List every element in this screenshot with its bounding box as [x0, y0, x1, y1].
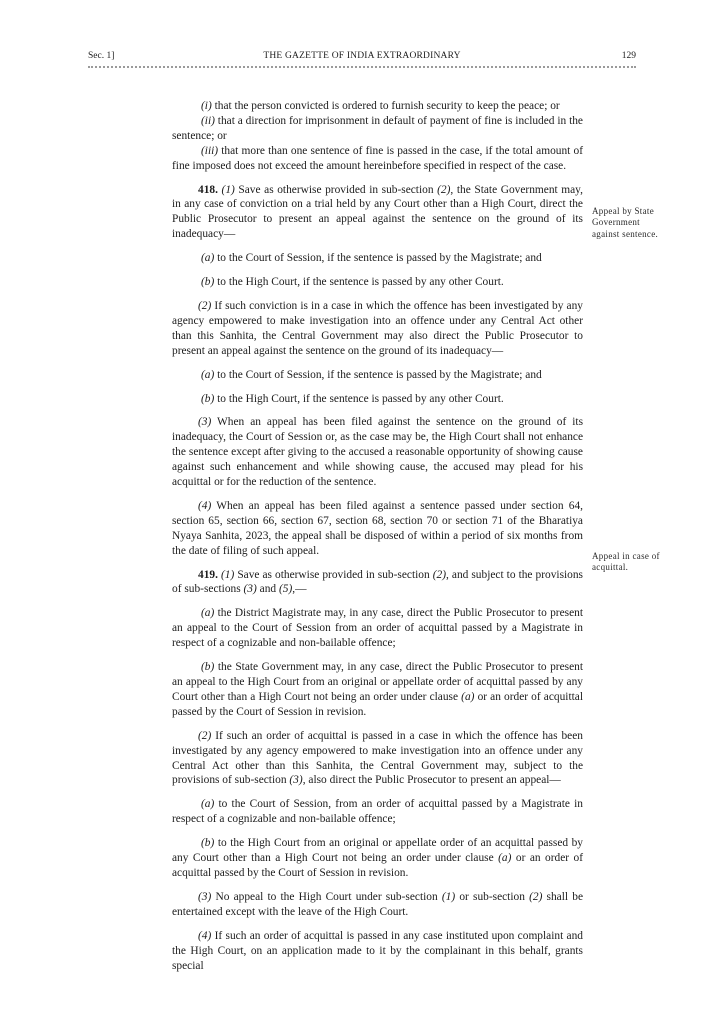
section-419-2-a: (a) to the Court of Session, from an order of acquittal passed by a Magistrate in respect of a cognizable and non-bailable offence;: [172, 798, 583, 826]
section-419-1: 419. (1) Save as otherwise provided in sub-section (2), and subject to the provisions of sub-sections (3) and (5),—: [172, 568, 583, 596]
section-418-2-a: (a) to the Court of Session, if the sentence is passed by the Magistrate; and: [201, 368, 542, 381]
section-418-4: (4) When an appeal has been filed against a sentence passed under section 64, section 65, section 66, section 67, section 68, section 70 or section 71 of the Bharatiya Nyaya Sanhita, 2023, the appeal shall be disposed of within a period of six months from the date of filing of such appeal.: [172, 499, 583, 557]
gazette-title: THE GAZETTE OF INDIA EXTRAORDINARY: [263, 51, 461, 61]
running-header: [88, 51, 636, 65]
section-418-1-a: (a) to the Court of Session, if the sentence is passed by the Magistrate; and: [201, 252, 542, 265]
marginal-note-418: Appeal by State Government against sentence.: [592, 206, 659, 239]
section-418-1: 418. (1) Save as otherwise provided in sub-section (2), the State Government may, in any case of conviction on a trial held by any Court other than a High Court, direct the Public Prosecutor to present an appeal against the sentence on the ground of its inadequacy—: [172, 183, 583, 241]
clause-ii: (ii) that a direction for imprisonment in default of payment of fine is included in the sentence; or: [172, 114, 583, 142]
clause-iii: (iii) that more than one sentence of fine is passed in the case, if the total amount of fine imposed does not exceed the amount hereinbefore specified in respect of the case.: [172, 144, 583, 172]
section-419-3: (3) No appeal to the High Court under sub-section (1) or sub-section (2) shall be entertained except with the leave of the High Court.: [172, 890, 583, 918]
section-419-2-b: (b) to the High Court from an original or appellate order of an acquittal passed by any Court other than a High Court not being an order under clause (a) or an order of acquittal passed by the Court of Session in revision.: [172, 837, 583, 879]
marginal-note-419: Appeal in case of acquittal.: [592, 551, 660, 573]
section-label: Sec. 1]: [88, 51, 115, 61]
section-419-1-a: (a) the District Magistrate may, in any case, direct the Public Prosecutor to present an appeal to the Court of Session from an order of acquittal passed by a Magistrate in respect of a cognizable and non-bailable offence;: [172, 607, 583, 650]
section-419-2: (2) If such an order of acquittal is passed in a case in which the offence has been investigated by any agency empowered to make investigation into an offence under any Central Act other than this Sanhita, the Central Government may, subject to the provisions of sub-section (3), also direct the Public Prosecutor to present an appeal—: [172, 729, 583, 787]
header-divider: [88, 66, 636, 68]
section-418-2: (2) If such conviction is in a case in which the offence has been investigated by any agency empowered to make investigation into an offence under any Central Act other than this Sanhita, the Central Government may also direct the Public Prosecutor to present an appeal against the sentence on the ground of its inadequacy—: [172, 299, 583, 357]
clause-i: (i) that the person convicted is ordered to furnish security to keep the peace; or: [201, 100, 560, 112]
section-419-1-b: (b) the State Government may, in any case, direct the Public Prosecutor to present an appeal to the High Court from an original or appellate order of acquittal passed by any Court other than a High Court not being an order under clause (a) or an order of acquittal passed by the Court of Session in revision.: [172, 661, 583, 718]
section-418-2-b: (b) to the High Court, if the sentence is passed by any other Court.: [201, 392, 504, 405]
section-418-1-b: (b) to the High Court, if the sentence is passed by any other Court.: [201, 276, 504, 289]
section-418-3: (3) When an appeal has been filed against the sentence on the ground of its inadequacy, the Court of Session or, as the case may be, the High Court shall not enhance the sentence except after giving to the accused a reasonable opportunity of showing cause against such enhancement and while showing cause, the accused may plead for his acquittal or for the reduction of the sentence.: [172, 416, 583, 489]
document-body: [172, 99, 583, 973]
section-419-4: (4) If such an order of acquittal is passed in any case instituted upon complaint and the High Court, on an application made to it by the complainant in this behalf, grants special: [172, 929, 583, 972]
page-number: 129: [621, 51, 636, 61]
